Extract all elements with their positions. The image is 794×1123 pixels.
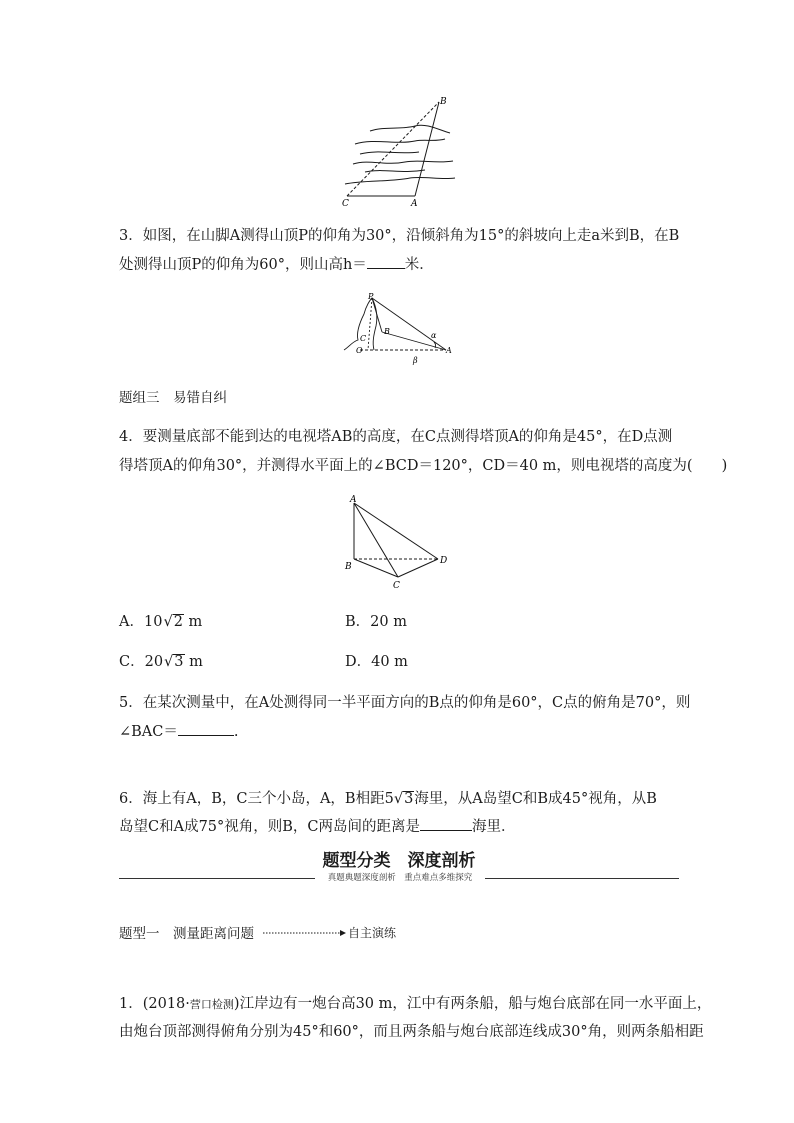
- problem5-line1: 5．在某次测量中，在A处测得同一半平面方向的B点的仰角是60°，C点的俯角是70°，则: [119, 695, 691, 711]
- problem3-line1: 3．如图，在山脚A测得山顶P的仰角为30°，沿倾斜角为15°的斜坡向上走a米到B，在B: [119, 228, 680, 244]
- label-c-m: C: [360, 334, 367, 343]
- problem4-line2: 得塔顶A的仰角30°，并测得水平面上的∠BCD＝120°，CD＝40 m，则电视塔的高度为( ): [119, 458, 728, 474]
- option-a[interactable]: A．10√2 m: [119, 614, 203, 630]
- label-b-t: B: [345, 562, 352, 572]
- self-practice-tag: 自主演练: [348, 926, 397, 940]
- option-d[interactable]: D．40 m: [345, 654, 408, 670]
- label-c-t: C: [393, 581, 400, 589]
- answer-blank-5[interactable]: [178, 723, 234, 736]
- line-pb: [372, 298, 382, 332]
- arrow-connector: [262, 927, 346, 939]
- label-p: P: [368, 292, 374, 301]
- problem6-line1: 6．海上有A，B，C三个小岛，A，B相距5√3海里，从A岛望C和B成45°视角，从B: [119, 791, 657, 807]
- topic1-title: 题型一 测量距离问题: [119, 926, 254, 942]
- answer-blank-3[interactable]: [367, 256, 405, 269]
- label-a-m: A: [446, 346, 452, 355]
- problem6-line2: 岛望C和A成75°视角，则B，C两岛间的距离是 海里．: [119, 819, 516, 835]
- line-ab: [415, 102, 439, 196]
- section-title: 题型分类 深度剖析: [322, 851, 476, 871]
- label-b-m: B: [384, 327, 390, 336]
- label-a-t: A: [350, 495, 357, 505]
- riverbank-top: [370, 125, 450, 133]
- label-alpha: α: [431, 331, 437, 340]
- problem5-line2: ∠BAC＝ .: [119, 724, 239, 740]
- line-pa: [372, 298, 446, 350]
- divider-left: [119, 878, 315, 879]
- answer-blank-6[interactable]: [420, 818, 472, 831]
- problem4-line1: 4．要测量底部不能到达的电视塔AB的高度，在C点测得塔顶A的仰角是45°，在D点测: [119, 429, 673, 445]
- line-ad: [354, 503, 438, 559]
- line-po: [368, 298, 372, 350]
- wave-4: [365, 170, 425, 172]
- wave-3: [353, 161, 453, 164]
- option-b[interactable]: B．20 m: [345, 614, 407, 630]
- problem1-line2: 由炮台顶部测得俯角分别为45°和60°，而且两条船与炮台底部连线成30°角，则两条船相距: [119, 1024, 704, 1040]
- problem3-line2: 处测得山顶P的仰角为60°，则山高h＝ 米．: [119, 257, 434, 273]
- river-figure: [335, 92, 460, 210]
- label-a: A: [411, 199, 418, 209]
- group3-title: 题组三 易错自纠: [119, 390, 227, 406]
- label-d-t: D: [440, 556, 448, 566]
- option-c[interactable]: C．20√3 m: [119, 654, 203, 670]
- label-c: C: [342, 199, 349, 209]
- label-b: B: [440, 97, 447, 107]
- section-subtitle: 真题典题深度剖析 重点难点多维探究: [327, 873, 473, 883]
- label-o: O: [356, 346, 363, 355]
- line-bc: [354, 559, 398, 577]
- line-cd: [398, 559, 438, 577]
- label-beta: β: [413, 356, 418, 365]
- line-ac: [354, 503, 398, 577]
- mountain-figure: [338, 292, 456, 366]
- divider-right: [485, 878, 679, 879]
- problem1-line1: 1．(2018·营口检测)江岸边有一炮台高30 m，江中有两条船，船与炮台底部在同一水平面上，: [119, 996, 712, 1012]
- tower-figure: [342, 493, 454, 589]
